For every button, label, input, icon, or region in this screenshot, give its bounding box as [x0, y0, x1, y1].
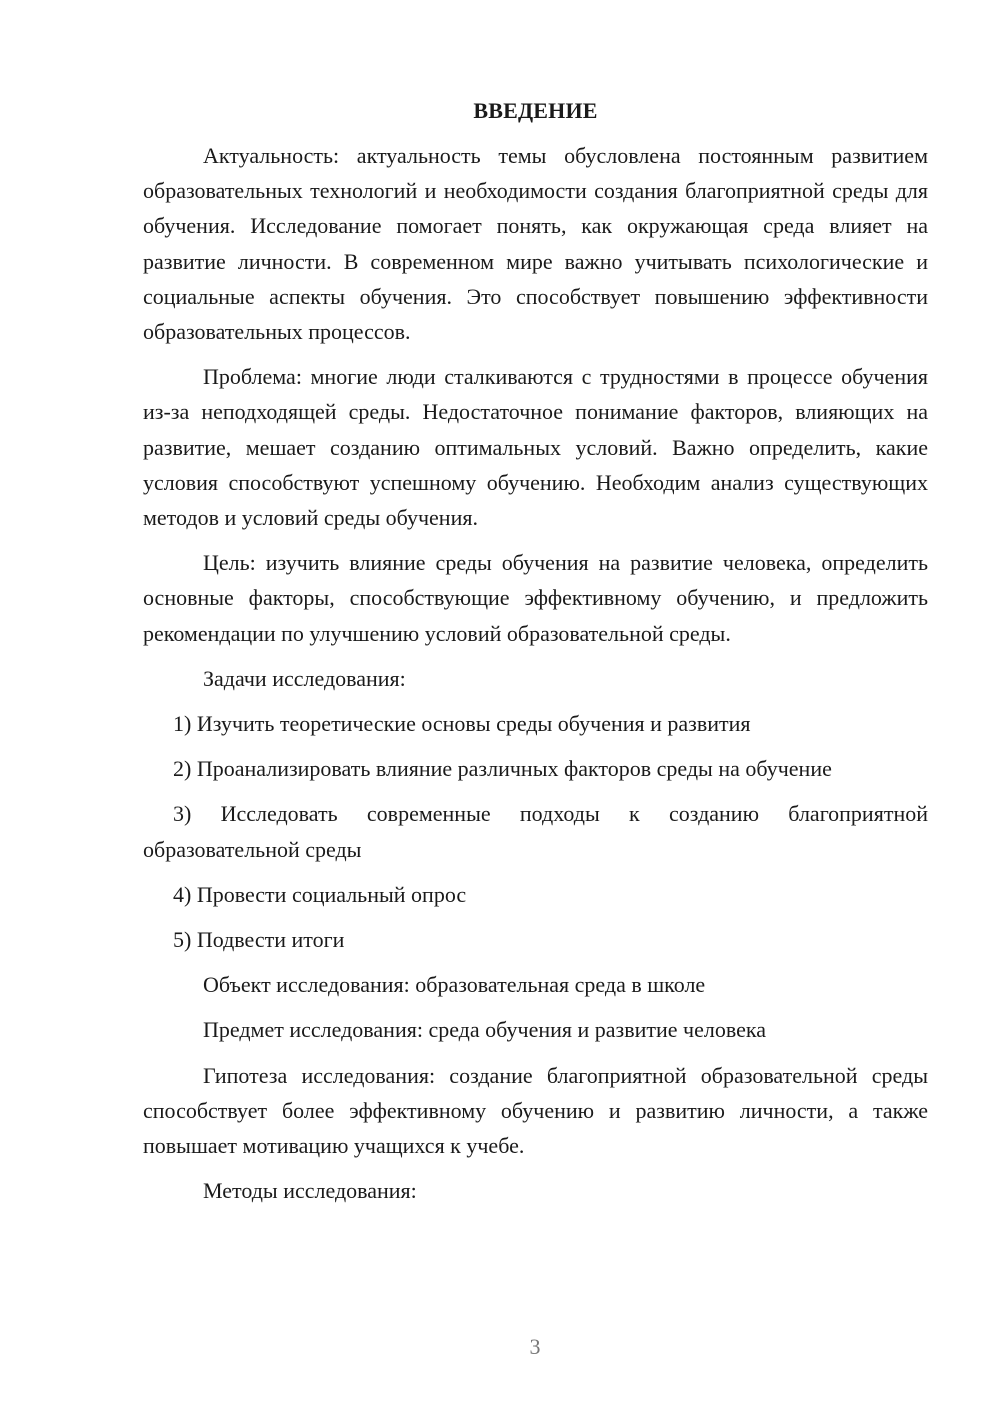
- paragraph-problem: Проблема: многие люди сталкиваются с трудностями в процессе обучения из-за неподходящей среды. Недостаточное понимание факторов, влияющих на развитие, мешает созданию оптимальных условий. Важно определить, какие условия способствуют успешному обучению. Необходим анализ существующих методов и условий среды обучения.: [143, 364, 928, 531]
- paragraph-object: Объект исследования: образовательная среда в школе: [203, 972, 706, 998]
- task-item-5: 5) Подвести итоги: [173, 927, 345, 953]
- methods-heading: Методы исследования:: [203, 1178, 417, 1204]
- page-content: [143, 96, 928, 1218]
- paragraph-relevance: Актуальность: актуальность темы обусловлена постоянным развитием образовательных технологий и необходимости создания благоприятной среды для обучения. Исследование помогает понять, как окружающая среда влияет на развитие личности. В современном мире важно учитывать психологические и социальные аспекты обучения. Это способствует повышению эффективности образовательных процессов.: [143, 143, 928, 345]
- task-item-3: 3) Исследовать современные подходы к созданию благоприятной образовательной среды: [143, 801, 928, 862]
- task-item-1: 1) Изучить теоретические основы среды обучения и развития: [173, 711, 751, 737]
- section-heading: ВВЕДЕНИЕ: [473, 98, 598, 123]
- task-item-2: 2) Проанализировать влияние различных факторов среды на обучение: [173, 756, 832, 782]
- paragraph-goal: Цель: изучить влияние среды обучения на развитие человека, определить основные факторы, способствующие эффективному обучению, и предложить рекомендации по улучшению условий образовательной среды.: [143, 550, 928, 646]
- tasks-heading: Задачи исследования:: [203, 665, 406, 691]
- paragraph-hypothesis: Гипотеза исследования: создание благоприятной образовательной среды способствует более эффективному обучению и развитию личности, а также повышает мотивацию учащихся к учебе.: [143, 1062, 928, 1159]
- page-number: 3: [529, 1334, 541, 1359]
- task-item-4: 4) Провести социальный опрос: [173, 881, 467, 907]
- paragraph-subject: Предмет исследования: среда обучения и развитие человека: [203, 1017, 766, 1043]
